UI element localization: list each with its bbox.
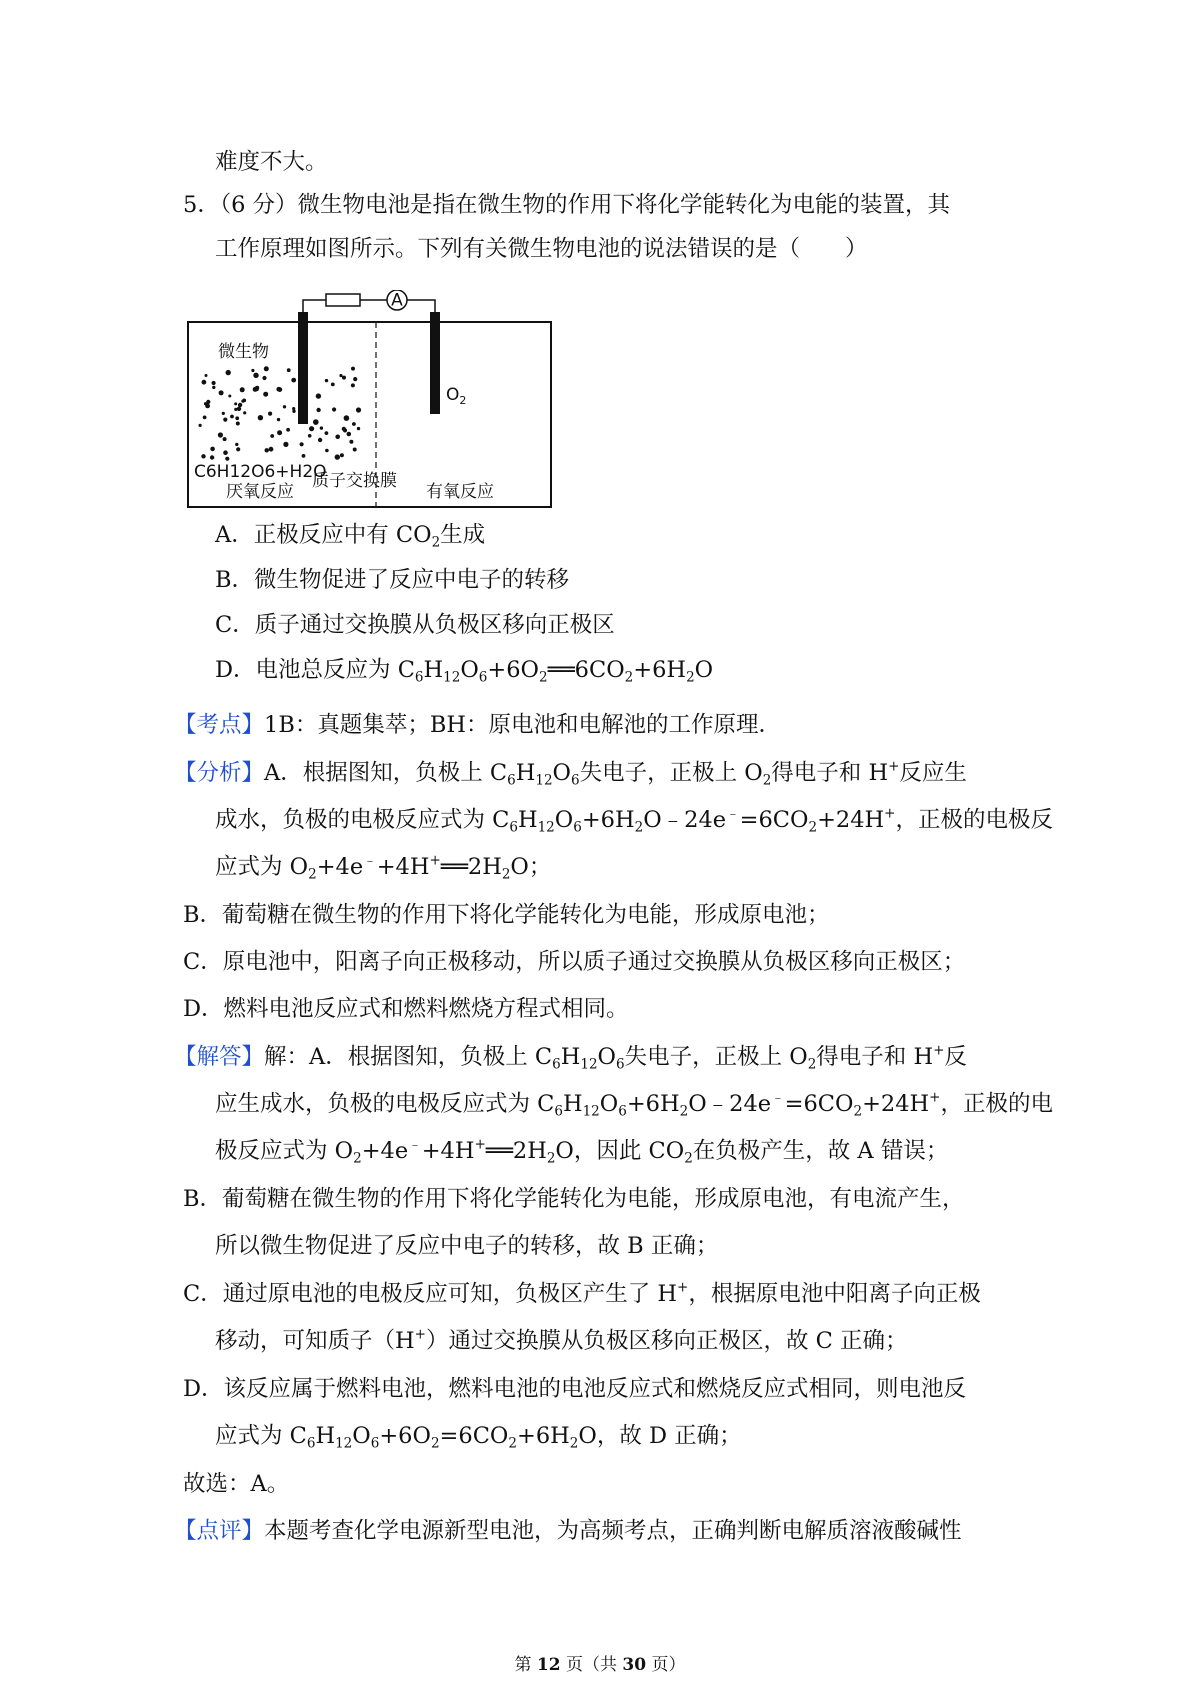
microbe-dot <box>268 412 272 416</box>
microbe-dot <box>342 376 346 380</box>
microbe-dot <box>277 430 282 435</box>
microbe-dot <box>349 440 353 444</box>
jieda-d1: D．该反应属于燃料电池，燃料电池的电池反应式和燃烧反应式相同，则电池反 <box>183 1376 967 1402</box>
microbe-dot <box>320 426 323 429</box>
option-c: C．质子通过交换膜从负极区移向正极区 <box>215 612 615 638</box>
microbe-dot <box>258 415 263 420</box>
membrane-label: 质子交换膜 <box>312 471 397 491</box>
cathode-electrode <box>430 312 440 414</box>
microbe-dot <box>251 369 254 372</box>
fenxi-d: D．燃料电池反应式和燃料燃烧方程式相同。 <box>183 996 629 1022</box>
microbe-dot <box>242 399 246 403</box>
microbe-dot <box>265 448 269 452</box>
resistor <box>326 294 360 306</box>
microbe-dot <box>287 368 291 372</box>
microbe-dot <box>234 408 237 411</box>
microbe-dot <box>325 431 329 435</box>
microbe-dot <box>201 454 205 458</box>
microbe-dot <box>308 434 312 438</box>
microbe-dot <box>243 411 246 414</box>
oxygen-label: $O_2$ <box>446 385 467 407</box>
microbe-dot <box>204 402 207 405</box>
option-a: A．正极反应中有 $CO_2$生成 <box>215 522 486 551</box>
microbe-dot <box>347 432 352 437</box>
jieda-tag: 【解答】 <box>174 1044 265 1070</box>
jieda-line2: 应生成水，负极的电极反应式为 $C_6H_{12}O_6+6H_2O﹣24e^﹣=6CO_2+24H^+$，正极的电 <box>215 1089 1053 1120</box>
microbe-dot <box>313 419 319 425</box>
microbe-dot <box>353 448 357 452</box>
microbe-dot <box>202 380 207 385</box>
microbe-dot <box>325 379 328 382</box>
microbe-dot <box>223 418 227 422</box>
microbe-dot <box>253 373 258 378</box>
microbe-dot <box>222 412 225 415</box>
microbe-dot <box>283 442 288 447</box>
jieda-b1: B．葡萄糖在微生物的作用下将化学能转化为电能，形成原电池，有电流产生， <box>183 1186 965 1212</box>
microbe-dot <box>283 405 286 408</box>
kaodian-line: 【考点】1B：真题集萃；BH：原电池和电解池的工作原理． <box>174 712 782 738</box>
microbe-dot <box>236 447 240 451</box>
fenxi-b: B．葡萄糖在微生物的作用下将化学能转化为电能，形成原电池； <box>183 902 830 928</box>
microbe-dot <box>353 377 357 381</box>
microbe-dot <box>226 370 231 375</box>
microbe-dot <box>210 447 215 452</box>
microbe-dot <box>302 454 306 458</box>
microbe-dot <box>332 407 336 411</box>
microbe-dot <box>212 381 216 385</box>
microbe-dot <box>340 453 344 457</box>
answer-line: 故选：A。 <box>183 1471 290 1497</box>
microbe-dot <box>286 428 290 432</box>
microbe-dot <box>240 387 245 392</box>
aerobic-label: 有氧反应 <box>426 482 494 502</box>
jieda-line1: 【解答】解：A．根据图知，负极上 $C_6H_{12}O_6$失电子，正极上 $O_2$得电子和 H+反 <box>174 1042 967 1073</box>
microbe-dot <box>344 415 350 421</box>
microbe-dot <box>343 428 347 432</box>
microbial-cell-diagram <box>186 290 556 515</box>
question-stem-line2: 工作原理如图所示。下列有关微生物电池的说法错误的是（ ） <box>215 236 868 262</box>
microbe-dot <box>205 374 208 377</box>
microbe-dot <box>276 387 281 392</box>
anode-electrode <box>298 312 308 424</box>
microbe-dot <box>225 457 229 461</box>
microbe-dot <box>277 418 280 421</box>
microbe-dot <box>339 374 342 377</box>
jieda-d2: 应式为 $C_6H_{12}O_6+6O_2=6CO_2+6H_2O$，故 D 正确； <box>215 1423 742 1452</box>
microbe-dot <box>316 393 321 398</box>
dianping-line: 【点评】本题考查化学电源新型电池，为高频考点，正确判断电解质溶液酸碱性 <box>174 1518 962 1544</box>
microbe-dot <box>270 434 274 438</box>
microbe-dot <box>203 416 207 420</box>
microbe-dot <box>264 366 269 371</box>
microbe-dot <box>236 422 240 426</box>
jieda-c1: C．通过原电池的电极反应可知，负极区产生了 H+，根据原电池中阳离子向正极 <box>183 1279 981 1307</box>
jieda-line3: 极反应式为 $O_2+4e^﹣+4H^+══2H_2O$，因此 $CO_2$在负极产生，故 A 错误； <box>215 1136 949 1167</box>
glucose-water-label: C6H12O6+H2O <box>194 462 327 482</box>
microbe-dot <box>351 383 355 387</box>
microbe-dot <box>300 442 304 446</box>
microbe-dot <box>292 410 295 413</box>
jieda-c2: 移动，可知质子（H+）通过交换膜从负极区移向正极区，故 C 正确； <box>215 1326 908 1354</box>
anaerobic-label: 厌氧反应 <box>226 482 294 502</box>
fenxi-line3: 应式为 $O_2+4e^﹣+4H^+══2H_2O$； <box>215 852 552 883</box>
fenxi-line1: 【分析】A．根据图知，负极上 $C_6H_{12}O_6$失电子，正极上 $O_2$得电子和 H+反应生 <box>174 758 967 789</box>
microbe-dot <box>352 422 356 426</box>
intro-text: 难度不大。 <box>215 149 328 175</box>
microbe-dot <box>223 437 227 441</box>
microbe-dot <box>269 447 274 452</box>
microbe-label: 微生物 <box>218 342 269 362</box>
microbe-dot <box>199 424 202 427</box>
microbe-dot <box>235 443 238 446</box>
dianping-tag: 【点评】 <box>174 1518 265 1544</box>
microbe-dot <box>291 378 296 383</box>
fenxi-line2: 成水，负极的电极反应式为 $C_6H_{12}O_6+6H_2O﹣24e^﹣=6CO_2+24H^+$，正极的电极反 <box>215 805 1053 836</box>
microbe-dot <box>223 450 228 455</box>
microbe-dot <box>263 392 268 397</box>
question-stem-line1: 5．（6 分）微生物电池是指在微生物的作用下将化学能转化为电能的装置，其 <box>183 192 951 218</box>
microbe-dot <box>356 407 361 412</box>
microbe-dots <box>199 366 362 461</box>
fenxi-tag: 【分析】 <box>174 760 265 786</box>
microbe-dot <box>210 455 214 459</box>
ammeter-label: A <box>391 290 403 311</box>
microbe-dot <box>316 408 320 412</box>
microbe-dot <box>230 415 234 419</box>
microbe-dot <box>212 386 215 389</box>
external-wire <box>303 300 435 312</box>
microbe-dot <box>325 449 329 453</box>
microbe-dot <box>331 383 335 387</box>
microbe-dot <box>234 402 237 405</box>
microbe-dot <box>335 435 340 440</box>
jieda-b2: 所以微生物促进了反应中电子的转移，故 B 正确； <box>215 1233 719 1259</box>
microbe-dot <box>219 390 224 395</box>
microbe-dot <box>238 403 242 407</box>
microbe-dot <box>218 432 223 437</box>
page-footer: 第 12 页（共 30 页） <box>514 1655 686 1675</box>
fenxi-c: C．原电池中，阳离子向正极移动，所以质子通过交换膜从负极区移向正极区； <box>183 949 966 975</box>
option-d: D．电池总反应为 $C_6H_{12}O_6+6O_2══6CO_2+6H_2O$ <box>215 657 714 686</box>
kaodian-tag: 【考点】 <box>174 712 265 738</box>
microbe-dot <box>351 367 355 371</box>
microbe-dot <box>309 426 314 431</box>
microbe-dot <box>262 376 266 380</box>
microbe-dot <box>235 416 239 420</box>
option-b: B．微生物促进了反应中电子的转移 <box>215 567 570 593</box>
microbe-dot <box>228 395 231 398</box>
microbe-dot <box>318 438 322 442</box>
microbe-dot <box>237 407 241 411</box>
microbe-dot <box>357 427 360 430</box>
microbe-dot <box>335 454 340 459</box>
microbe-dot <box>253 387 258 392</box>
